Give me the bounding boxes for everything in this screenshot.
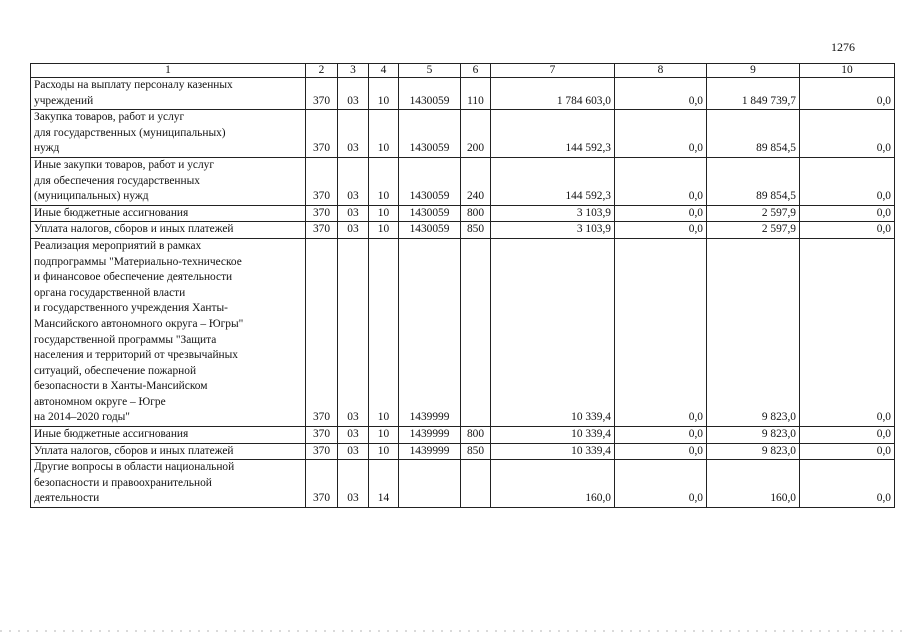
cell-amount: 10 339,4 [491,443,615,460]
cell-target-item: 1439999 [399,238,461,426]
cell-description: Уплата налогов, сборов и иных платежей [31,222,306,239]
cell-admin-code: 370 [306,460,338,508]
cell-amount: 1 784 603,0 [491,78,615,110]
cell-expense-type: 850 [461,443,491,460]
cell-amount: 10 339,4 [491,238,615,426]
cell-amount: 0,0 [615,427,707,444]
cell-admin-code: 370 [306,110,338,158]
cell-expense-type: 800 [461,205,491,222]
cell-admin-code: 370 [306,222,338,239]
cell-amount: 9 823,0 [707,238,800,426]
cell-subsection: 10 [369,110,399,158]
cell-admin-code: 370 [306,238,338,426]
cell-section: 03 [338,78,369,110]
cell-target-item: 1430059 [399,205,461,222]
cell-section: 03 [338,157,369,205]
cell-description: Реализация мероприятий в рамках подпрограммы "Материально-техническое и финансовое обеспечение деятельности органа государственной власти и государственного учреждения Ханты- Мансийского автономного округа – Югры" государственной программы "Защита населения и территорий от чрезвычайных ситуаций, обеспечение пожарной безопасности в Ханты-Мансийском автономном округе – Югре на 2014–2020 годы" [31,238,306,426]
cell-expense-type: 200 [461,110,491,158]
cell-amount: 0,0 [615,222,707,239]
cell-subsection: 10 [369,205,399,222]
cell-description: Иные закупки товаров, работ и услуг для обеспечения государственных (муниципальных) нужд [31,157,306,205]
cell-amount: 89 854,5 [707,110,800,158]
cell-amount: 160,0 [707,460,800,508]
header-cell: 5 [399,64,461,78]
cell-amount: 10 339,4 [491,427,615,444]
table-row [31,460,895,508]
cell-expense-type: 800 [461,427,491,444]
cell-subsection: 10 [369,238,399,426]
cell-expense-type: 110 [461,78,491,110]
cell-subsection: 10 [369,443,399,460]
cell-description: Закупка товаров, работ и услуг для государственных (муниципальных) нужд [31,110,306,158]
cell-section: 03 [338,222,369,239]
cell-admin-code: 370 [306,78,338,110]
cell-amount: 89 854,5 [707,157,800,205]
cell-admin-code: 370 [306,443,338,460]
cell-amount: 0,0 [615,205,707,222]
cell-description: Иные бюджетные ассигнования [31,205,306,222]
header-cell: 1 [31,64,306,78]
cell-amount: 0,0 [800,78,895,110]
cell-expense-type: 850 [461,222,491,239]
cell-amount: 0,0 [615,157,707,205]
table-row [31,110,895,158]
table-row [31,238,895,426]
table-body [31,64,895,508]
cell-subsection: 10 [369,78,399,110]
cell-admin-code: 370 [306,205,338,222]
cell-amount: 9 823,0 [707,443,800,460]
header-cell: 4 [369,64,399,78]
cell-target-item: 1439999 [399,427,461,444]
cell-amount: 1 849 739,7 [707,78,800,110]
cell-expense-type: 240 [461,157,491,205]
table-row [31,427,895,444]
table-row [31,443,895,460]
header-row [31,64,895,78]
cell-amount: 0,0 [800,238,895,426]
cell-target-item: 1430059 [399,78,461,110]
cell-target-item: 1439999 [399,443,461,460]
cell-section: 03 [338,443,369,460]
table-row [31,205,895,222]
cell-amount: 2 597,9 [707,205,800,222]
cell-amount: 0,0 [615,78,707,110]
cell-amount: 9 823,0 [707,427,800,444]
header-cell: 2 [306,64,338,78]
cell-section: 03 [338,427,369,444]
cell-amount: 0,0 [800,157,895,205]
cell-amount: 0,0 [800,460,895,508]
cell-section: 03 [338,110,369,158]
cell-amount: 0,0 [615,238,707,426]
header-cell: 9 [707,64,800,78]
cell-amount: 0,0 [800,443,895,460]
cell-amount: 0,0 [615,110,707,158]
scan-artifact [0,630,905,632]
cell-amount: 0,0 [800,205,895,222]
cell-amount: 0,0 [615,443,707,460]
cell-amount: 0,0 [615,460,707,508]
cell-section: 03 [338,205,369,222]
cell-amount: 3 103,9 [491,222,615,239]
cell-amount: 144 592,3 [491,157,615,205]
header-cell: 6 [461,64,491,78]
header-cell: 10 [800,64,895,78]
cell-subsection: 10 [369,222,399,239]
cell-description: Иные бюджетные ассигнования [31,427,306,444]
cell-target-item: 1430059 [399,157,461,205]
cell-subsection: 10 [369,427,399,444]
header-cell: 7 [491,64,615,78]
cell-description: Уплата налогов, сборов и иных платежей [31,443,306,460]
cell-subsection: 14 [369,460,399,508]
cell-amount: 0,0 [800,427,895,444]
table-row [31,157,895,205]
cell-description: Расходы на выплату персоналу казенных учреждений [31,78,306,110]
cell-section: 03 [338,238,369,426]
table-row [31,78,895,110]
cell-section: 03 [338,460,369,508]
cell-description: Другие вопросы в области национальной безопасности и правоохранительной деятельности [31,460,306,508]
cell-amount: 144 592,3 [491,110,615,158]
cell-amount: 0,0 [800,222,895,239]
header-cell: 8 [615,64,707,78]
cell-amount: 160,0 [491,460,615,508]
cell-subsection: 10 [369,157,399,205]
cell-expense-type [461,460,491,508]
header-cell: 3 [338,64,369,78]
cell-amount: 0,0 [800,110,895,158]
cell-target-item: 1430059 [399,222,461,239]
table-row [31,222,895,239]
cell-target-item: 1430059 [399,110,461,158]
page-number: 1276 [831,40,855,54]
cell-amount: 3 103,9 [491,205,615,222]
cell-target-item [399,460,461,508]
budget-table [30,63,895,508]
cell-expense-type [461,238,491,426]
cell-admin-code: 370 [306,427,338,444]
cell-amount: 2 597,9 [707,222,800,239]
cell-admin-code: 370 [306,157,338,205]
